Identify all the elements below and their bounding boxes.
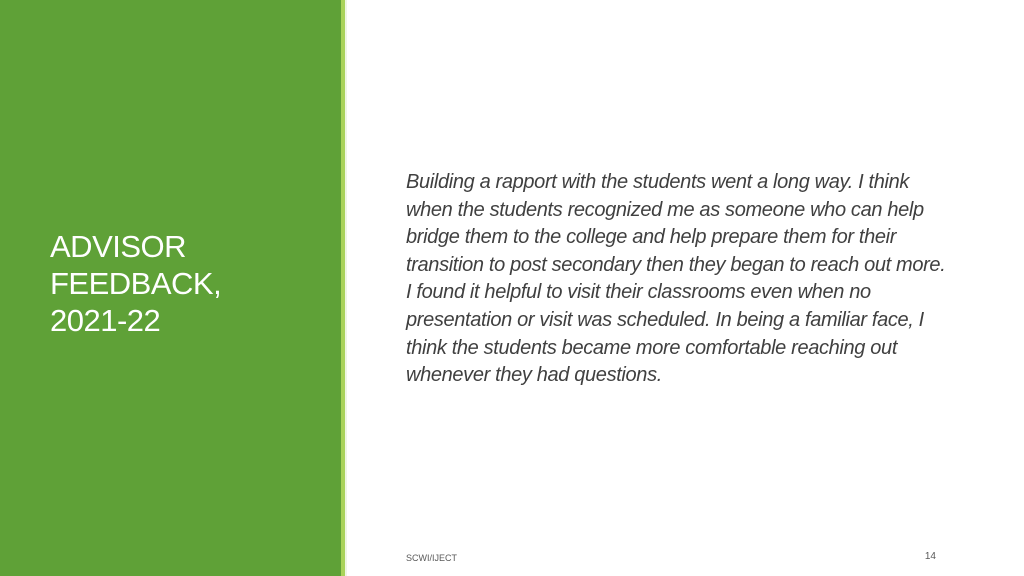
advisor-quote: Building a rapport with the students went a long way. I think when the students recognized me as someone who can help bridge them to the college and help prepare them for their transition to post secondary then they began to reach out more. I found it helpful to visit their classrooms even when no presentation or visit was scheduled. In being a familiar face, I think the students became more comfortable reaching out whenever they had questions. <box>406 171 946 387</box>
title-panel <box>0 0 341 576</box>
slide-footer: SCWI/IJECT <box>406 553 457 563</box>
slide-title: ADVISOR FEEDBACK, 2021-22 <box>50 229 222 339</box>
accent-divider-shadow <box>345 0 347 576</box>
slide-number: 14 <box>924 551 936 562</box>
